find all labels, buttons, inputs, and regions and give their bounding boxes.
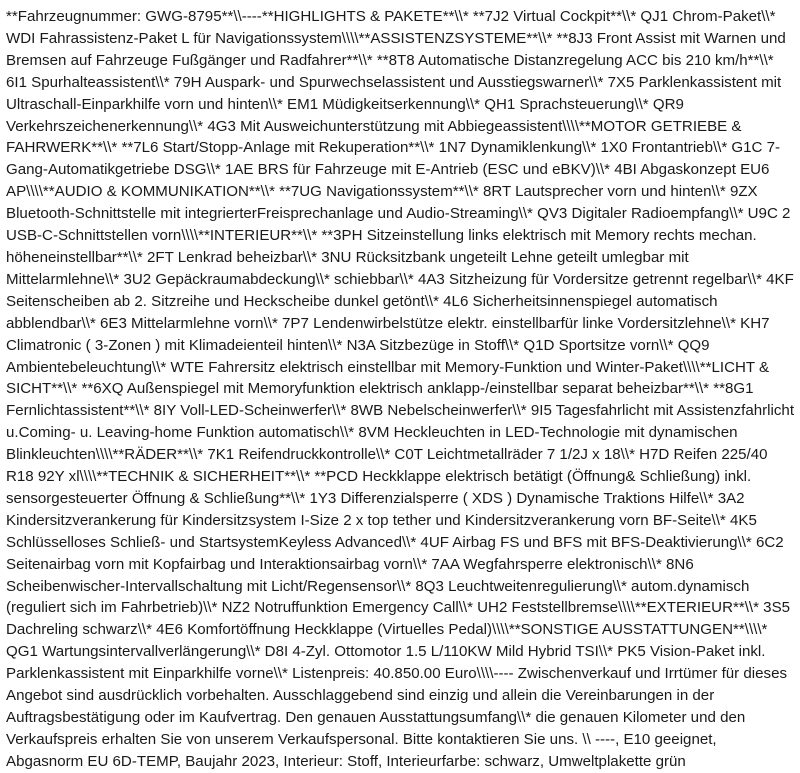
vehicle-description-text: **Fahrzeugnummer: GWG-8795**\\----**HIGHLIGHTS & PAKETE**\\* **7J2 Virtual Cockpit**\\* QJ1 Chrom-Paket\\* WDI Fahrassistenz-Paket L für Navigationssystem\\\\**ASSISTENZSYSTEME**\\* **8J3 Front Assist mit Warnen und Bremsen auf Fahrzeuge Fußgänger und Radfahrer**\\* **8T8 Automatische Distanzregelung ACC bis 210 km/h**\\* 6I1 Spurhalteassistent\\* 79H Auspark- und Spurwechselassistent und Ausstiegswarner\\* 7X5 Parklenkassistent mit Ultraschall-Einparkhilfe vorn und hinten\\* EM1 Müdigkeitserkennung\\* QH1 Sprachsteuerung\\* QR9 Verkehrszeichenerkennung\\* 4G3 Mit Ausweichunterstützung mit Abbiegeassistent\\\\**MOTOR GETRIEBE & FAHRWERK**\\* **7L6 Start/Stopp-Anlage mit Rekuperation**\\* 1N7 Dynamiklenkung\\* 1X0 Frontantrieb\\* G1C 7-Gang-Automatikgetriebe DSG\\* 1AE BRS für Fahrzeuge mit E-Antrieb (ESC und eBKV)\\* 4BI Abgaskonzept EU6 AP\\\\**AUDIO & KOMMUNIKATION**\\* **7UG Navigationssystem**\\* 8RT Lautsprecher vorn und hinten\\* 9ZX Bluetooth-Schnittstelle mit integrierterFreisprechanlage und Audio-Streaming\\* QV3 Digitaler Radioempfang\\* U9C 2 USB-C-Schnittstellen vorn\\\\**INTERIEUR**\\* **3PH Sitzeinstellung links elektrisch mit Memory rechts mechan. höheneinstellbar**\\* 2FT Lenkrad beheizbar\\* 3NU Rücksitzbank ungeteilt Lehne geteilt umlegbar mit Mittelarmlehne\\* 3U2 Gepäckraumabdeckung\\* schiebbar\\* 4A3 Sitzheizung für Vordersitze getrennt regelbar\\* 4KF Seitenscheiben ab 2. Sitzreihe und Heckscheibe dunkel getönt\\* 4L6 Sicherheitsinnenspiegel automatisch abblendbar\\* 6E3 Mittelarmlehne vorn\\* 7P7 Lendenwirbelstütze elektr. einstellbarfür linke Vordersitzlehne\\* KH7 Climatronic ( 3-Zonen ) mit Klimadeienteil hinten\\* N3A Sitzbezüge in Stoff\\* Q1D Sportsitze vorn\\* QQ9 Ambientebeleuchtung\\* WTE Fahrersitz elektrisch einstellbar mit Memory-Funktion und Winter-Paket\\\\**LICHT & SICHT**\\* **6XQ Außenspiegel mit Memoryfunktion elektrisch anklapp-/einstellbar separat beheizbar**\\* **8G1 Fernlichtassistent**\\* 8IY Voll-LED-Scheinwerfer\\* 8WB Nebelscheinwerfer\\* 9I5 Tagesfahrlicht mit Assistenzfahrlicht u.Coming- u. Leaving-home Funktion automatisch\\* 8VM Heckleuchten in LED-Technologie mit dynamischen Blinkleuchten\\\\**RÄDER**\\* 7K1 Reifendruckkontrolle\\* C0T Leichtmetallräder 7 1/2J x 18\\* H7D Reifen 225/40 R18 92Y xl\\\\**TECHNIK & SICHERHEIT**\\* **PCD Heckklappe elektrisch betätigt (Öffnung& Schließung) inkl. sensorgesteuerter Öffnung & Schließung**\\* 1Y3 Differenzialsperre ( XDS ) Dynamische Traktions Hilfe\\* 3A2 Kindersitzverankerung für Kindersitzsystem I-Size 2 x top tether und Kindersitzverankerung vorn BF-Seite\\* 4K5 Schlüsselloses Schließ- und StartsystemKeyless Advanced\\* 4UF Airbag FS und BFS mit BFS-Deaktivierung\\* 6C2 Seitenairbag vorn mit Kopfairbag und Interaktionsairbag vorn\\* 7AA Wegfahrsperre elektronisch\\* 8N6 Scheibenwischer-Intervallschaltung mit Licht/Regensensor\\* 8Q3 Leuchtweitenregulierung\\* autom.dynamisch (reguliert sich im Fahrbetrieb)\\* NZ2 Notruffunktion Emergency Call\\* UH2 Feststellbremse\\\\**EXTERIEUR**\\* 3S5 Dachreling schwarz\\* 4E6 Komfortöffnung Heckklappe (Virtuelles Pedal)\\\\**SONSTIGE AUSSTATTUNGEN**\\\\* QG1 Wartungsintervallverlängerung\\* D8I 4-Zyl. Ottomotor 1.5 L/110KW Mild Hybrid TSI\\* PK5 Vision-Paket inkl. Parklenkassistent mit Einparkhilfe vorne\\* Listenpreis: 40.850.00 Euro\\\\---- Zwischenverkauf und Irrtümer für dieses Angebot sind ausdrücklich vorbehalten. Ausschlaggebend sind einzig und allein die Vereinbarungen in der Auftragsbestätigung oder im Kaufvertrag. Den genauen Ausstattungsumfang\\* die genauen Kilometer und den Verkaufspreis erhalten Sie von unserem Verkaufspersonal. Bitte kontaktieren Sie uns. \\ ----, E10 geeignet, Abgasnorm EU 6D-TEMP, Baujahr 2023, Interieur: Stoff, Interieurfarbe: schwarz, Umweltplakette grün — [6, 8, 795, 770]
